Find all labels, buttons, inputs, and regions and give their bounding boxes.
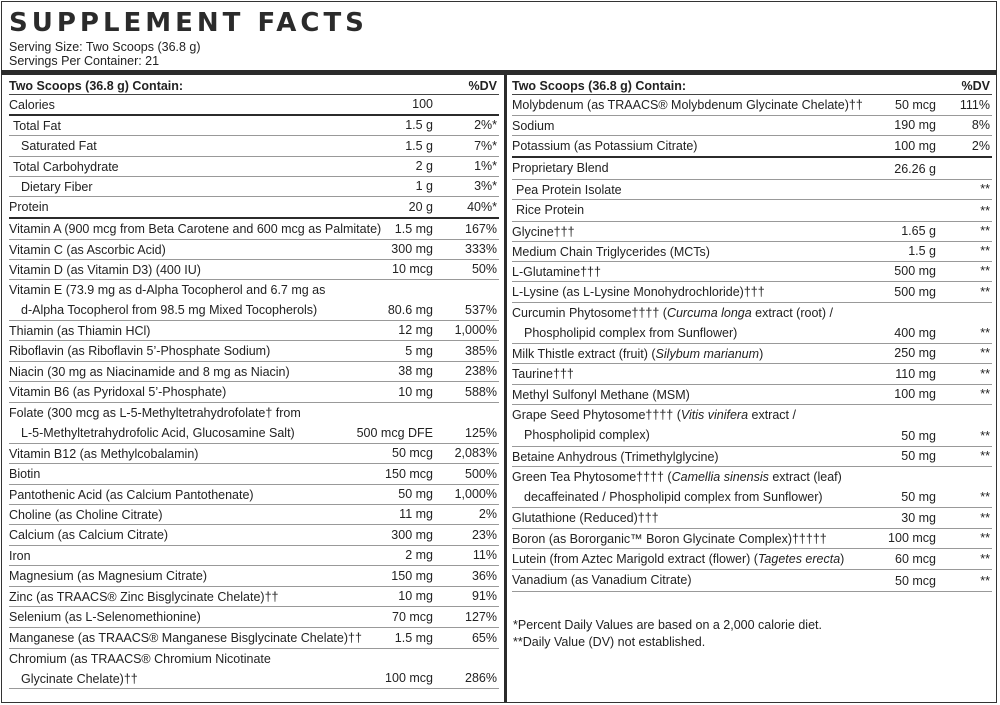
nutrient-name-text: Manganese (as TRAACS® Manganese Bisglycinate Chelate)†† [9, 631, 362, 645]
nutrient-name [9, 546, 31, 567]
nutrient-dv: 238% [465, 364, 497, 378]
nutrient-name-text: Calcium (as Calcium Citrate) [9, 528, 169, 542]
nutrient-row [512, 570, 992, 592]
serving-size: Serving Size: Two Scoops (36.8 g) [9, 40, 201, 54]
nutrient-name-text: Selenium (as L-Selenomethionine) [9, 610, 201, 624]
nutrient-row [9, 197, 499, 219]
nutrient-amount: 1.5 mg [394, 222, 433, 236]
nutrient-name [512, 549, 844, 570]
nutrient-amount: 110 mg [895, 367, 936, 381]
nutrient-name-text: Chromium (as TRAACS® Chromium Nicotinate [9, 652, 271, 666]
nutrient-name-text: Folate (300 mcg as L-5-Methyltetrahydrofolate† from [9, 406, 301, 420]
nutrient-name-text: Vitamin D (as Vitamin D3) (400 IU) [9, 263, 201, 277]
left-column [9, 78, 499, 689]
nutrient-latin-name: Camellia sinensis [671, 470, 769, 484]
nutrient-dv: 286% [465, 671, 497, 685]
nutrient-row [9, 260, 499, 280]
nutrient-name-line2: Phospholipid complex) [524, 428, 650, 442]
nutrient-amount: 80.6 mg [387, 303, 433, 317]
nutrient-name-text: L-Lysine (as L-Lysine Monohydrochloride)††† [512, 285, 765, 299]
nutrient-row [9, 341, 499, 362]
nutrient-name [9, 95, 55, 116]
nutrient-row [9, 382, 499, 403]
nutrient-amount: 100 mg [894, 387, 936, 401]
nutrient-name-text: Niacin (30 mg as Niacinamide and 8 mg as Niacin) [9, 365, 290, 379]
nutrient-dv: 8% [971, 118, 990, 132]
nutrient-row [9, 587, 499, 607]
nutrient-name [9, 240, 166, 261]
nutrient-name-text: Grape Seed Phytosome†††† ( [512, 408, 681, 422]
nutrient-name-text: Vitamin A (900 mcg from Beta Carotene and 600 mcg as Palmitate) [9, 222, 382, 236]
nutrient-name [9, 362, 290, 383]
nutrient-row [9, 321, 499, 341]
nutrient-name-text: Pantothenic Acid (as Calcium Pantothenate) [9, 488, 254, 502]
nutrient-amount: 70 mcg [392, 610, 433, 624]
nutrient-name [512, 447, 719, 468]
nutrient-dv: ** [980, 449, 990, 463]
nutrient-amount: 60 mcg [895, 552, 936, 566]
nutrient-name [512, 136, 697, 157]
nutrient-dv: 537% [465, 303, 497, 317]
nutrient-amount: 10 mg [398, 385, 433, 399]
nutrient-amount: 20 g [408, 200, 433, 214]
nutrient-amount: 50 mcg [392, 446, 433, 460]
nutrient-row [512, 282, 992, 303]
nutrient-amount: 1.5 g [405, 139, 433, 153]
nutrient-row [9, 362, 499, 382]
nutrient-row [9, 95, 499, 116]
left-dv-header: %DV [468, 79, 497, 93]
nutrient-name-text: Molybdenum (as TRAACS® Molybdenum Glycinate Chelate)†† [512, 98, 863, 112]
left-header-label: Two Scoops (36.8 g) Contain: [9, 79, 184, 93]
nutrient-dv: 500% [465, 467, 497, 481]
nutrient-row [512, 405, 992, 447]
nutrient-amount: 100 mcg [888, 531, 936, 545]
nutrient-row [512, 136, 992, 158]
nutrient-name-text: Curcumin Phytosome†††† ( [512, 306, 667, 320]
nutrient-name-text: Vitamin B12 (as Methylcobalamin) [9, 447, 199, 461]
nutrient-name-text: Vitamin B6 (as Pyridoxal 5’-Phosphate) [9, 385, 227, 399]
nutrient-amount: 11 mg [399, 507, 433, 521]
nutrient-amount: 100 mcg [385, 671, 433, 685]
nutrient-name [512, 180, 622, 201]
nutrient-row [512, 364, 992, 385]
nutrient-name [9, 341, 270, 362]
nutrient-amount: 100 mg [894, 139, 936, 153]
nutrient-amount: 500 mcg DFE [356, 426, 433, 440]
nutrient-dv: 40%* [467, 200, 497, 214]
nutrient-name [512, 282, 765, 303]
nutrient-name-line2: d-Alpha Tocopherol from 98.5 mg Mixed Tocopherols) [21, 303, 318, 317]
left-header-row [9, 78, 499, 95]
nutrient-dv: ** [980, 552, 990, 566]
nutrient-dv: ** [980, 285, 990, 299]
nutrient-name-text: Betaine Anhydrous (Trimethylglycine) [512, 450, 719, 464]
nutrient-dv: ** [980, 326, 990, 340]
nutrient-dv: 1,000% [454, 487, 497, 501]
nutrient-name-line2: decaffeinated / Phospholipid complex from Sunflower) [524, 490, 823, 504]
nutrient-row [9, 219, 499, 240]
nutrient-dv: 111% [959, 98, 990, 112]
nutrient-name-text: Total Carbohydrate [13, 160, 119, 174]
nutrient-name-line2: Glycinate Chelate)†† [21, 672, 138, 686]
nutrient-amount: 100 [412, 97, 433, 111]
nutrient-name-text: Taurine††† [512, 367, 574, 381]
nutrient-name-text: Lutein (from Aztec Marigold extract (flower) ( [512, 552, 758, 566]
nutrient-amount: 50 mg [901, 449, 936, 463]
top-thick-rule [1, 70, 997, 75]
nutrient-row [9, 485, 499, 505]
nutrient-name [9, 587, 279, 608]
nutrient-name-text: Vitamin C (as Ascorbic Acid) [9, 243, 166, 257]
nutrient-row [9, 444, 499, 464]
nutrient-dv: 1%* [474, 159, 497, 173]
nutrient-dv: ** [980, 574, 990, 588]
nutrient-row [512, 262, 992, 282]
nutrient-amount: 300 mg [391, 528, 433, 542]
nutrient-row [512, 467, 992, 508]
nutrient-amount: 10 mcg [392, 262, 433, 276]
nutrient-dv: ** [980, 346, 990, 360]
nutrient-amount: 10 mg [398, 589, 433, 603]
nutrient-name [9, 136, 97, 157]
nutrient-name-text: Calories [9, 98, 55, 112]
nutrient-amount: 1.5 mg [394, 631, 433, 645]
nutrient-dv: 2,083% [454, 446, 497, 460]
nutrient-row [512, 200, 992, 222]
nutrient-name-text: Zinc (as TRAACS® Zinc Bisglycinate Chelate)†† [9, 590, 279, 604]
nutrient-dv: ** [980, 182, 990, 196]
nutrient-name [512, 200, 584, 221]
nutrient-name [9, 403, 301, 443]
nutrient-name-text: Rice Protein [516, 203, 585, 217]
nutrient-name-text: Green Tea Phytosome†††† ( [512, 470, 672, 484]
nutrient-name-suffix: extract (root) / [751, 306, 833, 320]
right-header-row [512, 78, 992, 95]
nutrient-amount: 190 mg [894, 118, 936, 132]
nutrient-amount: 50 mg [398, 487, 433, 501]
nutrient-row [512, 447, 992, 467]
nutrient-name [9, 197, 49, 218]
nutrient-row [9, 177, 499, 197]
nutrient-name-text: Riboflavin (as Riboflavin 5’-Phosphate Sodium) [9, 344, 271, 358]
nutrient-name [9, 444, 198, 465]
right-header-label: Two Scoops (36.8 g) Contain: [512, 79, 687, 93]
nutrient-row [9, 136, 499, 157]
nutrient-dv: ** [980, 244, 990, 258]
nutrient-row [512, 222, 992, 242]
nutrient-amount: 400 mg [894, 326, 936, 340]
servings-per-container: Servings Per Container: 21 [9, 54, 160, 68]
nutrient-name-text: Dietary Fiber [21, 180, 93, 194]
nutrient-row [512, 508, 992, 529]
nutrient-name [512, 508, 659, 529]
nutrient-row [512, 385, 992, 405]
nutrient-row [9, 157, 499, 177]
nutrient-name-text: Saturated Fat [21, 139, 97, 153]
nutrient-name [512, 262, 601, 283]
nutrient-row [9, 607, 499, 628]
nutrient-dv: 1,000% [454, 323, 497, 337]
nutrient-name [512, 364, 574, 385]
nutrient-dv: ** [980, 531, 990, 545]
nutrient-amount: 1.5 g [405, 118, 433, 132]
nutrient-name [512, 222, 575, 243]
nutrient-amount: 300 mg [391, 242, 433, 256]
nutrient-dv: 167% [465, 222, 497, 236]
nutrient-dv: 333% [465, 242, 497, 256]
nutrient-dv: ** [980, 204, 990, 218]
nutrient-amount: 50 mg [901, 429, 936, 443]
nutrient-name-text: Iron [9, 549, 31, 563]
nutrient-amount: 2 g [415, 159, 433, 173]
column-divider [504, 72, 507, 702]
nutrient-name [512, 303, 833, 343]
nutrient-amount: 500 mg [894, 285, 936, 299]
nutrient-amount: 1.5 g [908, 244, 936, 258]
nutrient-name [512, 116, 554, 137]
nutrient-row [9, 403, 499, 444]
nutrient-dv: 36% [471, 569, 497, 583]
nutrient-name [512, 405, 796, 445]
nutrient-dv: 11% [472, 548, 497, 562]
nutrient-latin-name: Vitis vinifera [680, 408, 749, 422]
nutrient-name [512, 95, 863, 116]
nutrient-row [9, 464, 499, 485]
nutrient-name-text: Glutathione (Reduced)††† [512, 511, 659, 525]
nutrient-name-text: Medium Chain Triglycerides (MCTs) [512, 245, 710, 259]
nutrient-amount: 150 mcg [385, 467, 433, 481]
nutrient-name-suffix: extract / [748, 408, 796, 422]
nutrient-row [512, 242, 992, 262]
nutrient-name [512, 344, 763, 365]
nutrient-name-line2: L-5-Methyltetrahydrofolic Acid, Glucosamine Salt) [21, 426, 295, 440]
nutrient-row [512, 529, 992, 549]
nutrient-amount: 38 mg [398, 364, 433, 378]
nutrient-name-text: Thiamin (as Thiamin HCl) [9, 324, 151, 338]
nutrient-name [512, 385, 690, 406]
nutrient-amount: 26.26 g [894, 162, 936, 176]
nutrient-name-text: Methyl Sulfonyl Methane (MSM) [512, 388, 690, 402]
nutrient-name [9, 566, 207, 587]
nutrient-dv: 125% [465, 426, 497, 440]
nutrient-dv: ** [980, 429, 990, 443]
nutrient-dv: ** [980, 387, 990, 401]
nutrient-name [9, 382, 226, 403]
footnote-percent-dv: *Percent Daily Values are based on a 2,000 calorie diet. [513, 618, 822, 632]
nutrient-dv: 127% [465, 610, 497, 624]
page-title: SUPPLEMENT FACTS [9, 8, 368, 38]
nutrient-amount: 1.65 g [901, 224, 936, 238]
nutrient-row [9, 240, 499, 260]
nutrient-name [512, 529, 827, 550]
nutrient-name-text: Milk Thistle extract (fruit) ( [512, 347, 656, 361]
nutrient-dv: ** [980, 511, 990, 525]
nutrient-name [9, 260, 201, 281]
nutrient-name [9, 321, 150, 342]
nutrient-name-text: Choline (as Choline Citrate) [9, 508, 163, 522]
nutrient-name-suffix: ) [759, 347, 764, 361]
nutrient-name [9, 116, 61, 137]
nutrient-name [9, 505, 163, 526]
nutrient-name [512, 158, 609, 179]
nutrient-row [9, 116, 499, 136]
nutrient-name [9, 280, 325, 320]
nutrient-name-text: Vitamin E (73.9 mg as d-Alpha Tocopherol and 6.7 mg as [9, 283, 326, 297]
nutrient-name-text: Biotin [9, 467, 41, 481]
nutrient-name-text: Glycine††† [512, 225, 575, 239]
nutrient-amount: 30 mg [901, 511, 936, 525]
nutrient-name-text: Vanadium (as Vanadium Citrate) [512, 573, 692, 587]
nutrient-name [9, 464, 40, 485]
nutrient-amount: 500 mg [894, 264, 936, 278]
nutrient-row [512, 303, 992, 344]
nutrient-row [512, 180, 992, 200]
nutrient-name [9, 628, 362, 649]
nutrient-row [512, 95, 992, 116]
right-column [512, 78, 992, 592]
nutrient-amount: 1 g [415, 179, 433, 193]
nutrient-name-text: Pea Protein Isolate [516, 183, 622, 197]
nutrient-amount: 50 mg [901, 490, 936, 504]
nutrient-name-text: Potassium (as Potassium Citrate) [512, 139, 698, 153]
nutrient-name [512, 570, 691, 591]
nutrient-amount: 250 mg [894, 346, 936, 360]
nutrient-amount: 2 mg [405, 548, 433, 562]
nutrient-row [512, 158, 992, 180]
nutrient-name-text: Protein [9, 200, 49, 214]
nutrient-latin-name: Tagetes erecta [757, 552, 841, 566]
nutrient-dv: 65% [471, 631, 497, 645]
nutrient-row [512, 344, 992, 364]
nutrient-dv: 23% [471, 528, 497, 542]
nutrient-amount: 50 mcg [895, 574, 936, 588]
nutrient-dv: ** [980, 224, 990, 238]
nutrient-dv: 50% [471, 262, 497, 276]
nutrient-row [9, 649, 499, 689]
nutrient-name-text: Sodium [512, 119, 555, 133]
right-dv-header: %DV [961, 79, 990, 93]
nutrient-latin-name: Silybum marianum [655, 347, 760, 361]
nutrient-row [9, 505, 499, 525]
nutrient-amount: 50 mcg [895, 98, 936, 112]
nutrient-dv: 385% [465, 344, 497, 358]
nutrient-name [9, 607, 201, 628]
nutrient-latin-name: Curcuma longa [666, 306, 752, 320]
nutrient-dv: ** [980, 367, 990, 381]
nutrient-name-text: Proprietary Blend [512, 161, 609, 175]
nutrient-amount: 12 mg [398, 323, 433, 337]
nutrient-dv: 7%* [474, 139, 497, 153]
nutrient-row [512, 116, 992, 136]
nutrient-dv: ** [980, 490, 990, 504]
nutrient-dv: 3%* [474, 179, 497, 193]
nutrient-dv: 588% [465, 385, 497, 399]
nutrient-dv: 2% [971, 139, 990, 153]
nutrient-name [9, 219, 381, 240]
nutrient-name-suffix: ) [840, 552, 845, 566]
nutrient-dv: ** [980, 264, 990, 278]
nutrient-name [512, 467, 842, 507]
nutrient-name [512, 242, 710, 263]
nutrient-name-suffix: extract (leaf) [768, 470, 842, 484]
nutrient-name [9, 649, 271, 689]
nutrient-name [9, 177, 93, 198]
nutrient-name-text: Magnesium (as Magnesium Citrate) [9, 569, 207, 583]
nutrient-name-text: Total Fat [13, 119, 61, 133]
nutrient-dv: 2% [478, 507, 497, 521]
nutrient-row [9, 546, 499, 566]
nutrient-name-line2: Phospholipid complex from Sunflower) [524, 326, 738, 340]
nutrient-dv: 2%* [474, 118, 497, 132]
nutrient-row [9, 280, 499, 321]
footnote-dv-not-established: **Daily Value (DV) not established. [513, 635, 706, 649]
nutrient-name [9, 157, 119, 178]
nutrient-name [9, 485, 254, 506]
nutrient-dv: 91% [471, 589, 497, 603]
nutrient-row [9, 525, 499, 546]
nutrient-name-text: L-Glutamine††† [512, 265, 601, 279]
nutrient-name-text: Boron (as Bororganic™ Boron Glycinate Complex)††††† [512, 532, 827, 546]
nutrient-row [9, 566, 499, 587]
nutrient-amount: 5 mg [405, 344, 433, 358]
nutrient-row [9, 628, 499, 649]
nutrient-row [512, 549, 992, 570]
nutrient-name [9, 525, 168, 546]
nutrient-amount: 150 mg [391, 569, 433, 583]
